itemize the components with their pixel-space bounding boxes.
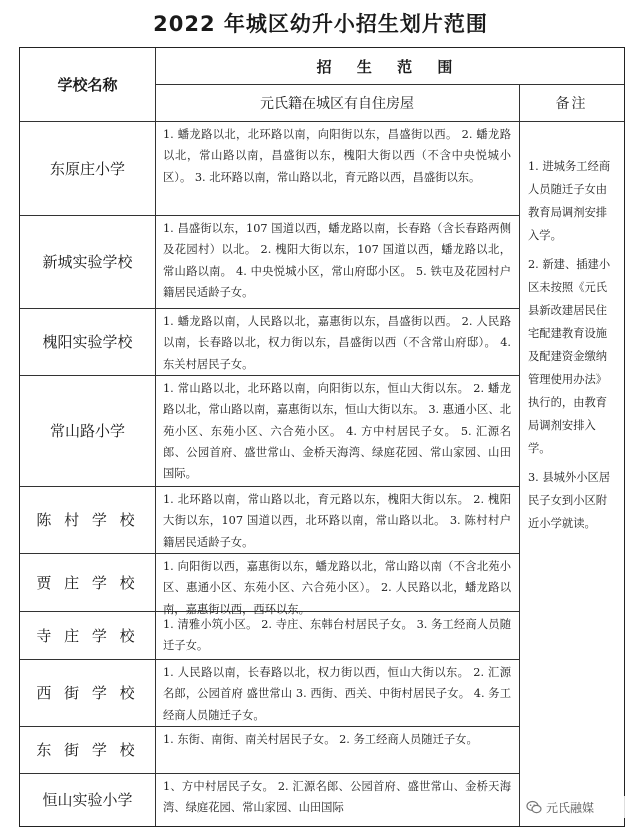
watermark-text: 元氏融媒 <box>546 800 595 815</box>
enrollment-area: 1. 昌盛街以东，107 国道以西，蟠龙路以南，长春路（含长春路两侧及花园村）以北。 2. 槐阳大街以东，107 国道以西，蟠龙路以北，常山路以南。 4. 中央悦城小区，常山府邸小区。 5. 铁屯及花园村户籍居民适龄子女。 <box>163 222 511 299</box>
enrollment-area: 1. 蟠龙路以北，北环路以南，向阳街以东，昌盛街以西。 2. 蟠龙路以北，常山路以南，昌盛街以东，槐阳大街以西（不含中央悦城小区）。 3. 北环路以南，常山路以北，育元路以西，昌盛街以东。 <box>163 128 511 184</box>
remark-item: 3. 县城外小区居民子女到小区附近小学就读。 <box>528 471 611 530</box>
header-housing-condition: 元氏籍在城区有自住房屋 <box>260 95 414 112</box>
school-name: 东原庄小学 <box>49 159 125 178</box>
school-name: 恒山实验小学 <box>42 791 133 809</box>
source-watermark <box>526 796 626 818</box>
enrollment-table <box>19 47 625 827</box>
wechat-icon <box>526 799 542 815</box>
enrollment-area: 1. 清雅小筑小区。 2. 寺庄、东韩台村居民子女。 3. 务工经商人员随迁子女。 <box>163 618 511 653</box>
enrollment-area: 1、方中村居民子女。 2. 汇源名郎、公园首府、盛世常山、金桥天海湾、绿庭花园、常山家园、山田国际 <box>163 780 511 815</box>
enrollment-area: 1. 东街、南街、南关村居民子女。 2. 务工经商人员随迁子女。 <box>163 733 478 746</box>
remarks-column <box>519 121 624 826</box>
school-name: 西 街 学 校 <box>36 684 139 702</box>
school-name: 贾 庄 学 校 <box>36 573 139 592</box>
remark-item: 2. 新建、插建小区未按照《元氏县新改建居民住宅配建教育设施及配建资金缴纳管理使用办法》执行的，由教育局调剂安排入学。 <box>528 258 611 455</box>
enrollment-area: 1. 常山路以北，北环路以南，向阳街以东，恒山大街以东。 2. 蟠龙路以北，常山路以南，嘉惠街以东，恒山大街以东。 3. 惠通小区、北苑小区、东苑小区、六合苑小区。 4. 方中村居民子女。 5. 汇源名郎、公园首府、盛世常山、金桥天海湾、绿庭花园、常山家园、山田国际。 <box>163 382 511 481</box>
enrollment-area: 1. 北环路以南，常山路以北，育元路以东，槐阳大街以东。 2. 槐阳大街以东，107 国道以西，北环路以南，常山路以北。 3. 陈村村户籍居民适龄子女。 <box>163 493 511 549</box>
enrollment-area: 1. 向阳街以西，嘉惠街以东，蟠龙路以北，常山路以南（不含北苑小区、惠通小区、东苑小区、六合苑小区）。 2. 人民路以北，蟠龙路以南，嘉惠街以西，西环以东。 <box>163 560 511 616</box>
school-name: 新城实验学校 <box>42 253 133 271</box>
school-name: 陈 村 学 校 <box>36 511 139 529</box>
enrollment-area: 1. 人民路以南，长春路以北，权力街以西，恒山大街以东。 2. 汇源名郎，公园首府 盛世常山 3. 西街、西关、中街村居民子女。 4. 务工经商人员随迁子女。 <box>163 666 511 722</box>
school-name: 寺 庄 学 校 <box>36 626 139 645</box>
page-title: 2022 年城区幼升小招生划片范围 <box>153 12 488 36</box>
school-name: 常山路小学 <box>49 422 125 440</box>
header-school-name: 学校名称 <box>57 76 118 94</box>
enrollment-area: 1. 蟠龙路以南，人民路以北，嘉惠街以东，昌盛街以西。 2. 人民路以南，长春路以北，权力街以东，昌盛街以西（不含常山府邸）。 4. 东关村居民子女。 <box>163 315 511 371</box>
school-name: 槐阳实验学校 <box>42 333 133 351</box>
school-name: 东 街 学 校 <box>36 741 139 759</box>
header-enrollment-scope: 招 生 范 围 <box>316 57 463 76</box>
header-remarks: 备注 <box>555 95 588 112</box>
remark-item: 1. 进城务工经商人员随迁子女由教育局调剂安排入学。 <box>528 160 611 242</box>
